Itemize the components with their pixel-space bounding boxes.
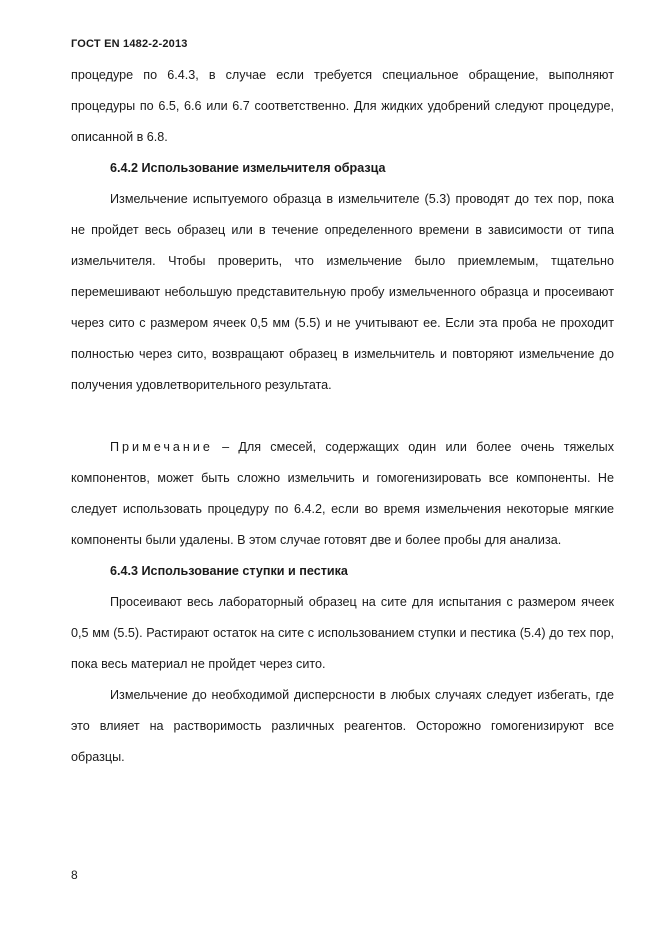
note-paragraph	[71, 432, 614, 556]
section-6-4-2-paragraph: Измельчение испытуемого образца в измельчителе (5.3) проводят до тех пор, пока не пройдет весь образец или в течение определенного времени в зависимости от типа измельчителя. Чтобы проверить, что измельчение было приемлемым, тщательно перемешивают небольшую представительную пробу измельченного образца и просеивают через сито с размером ячеек 0,5 мм (5.5) и не учитывают ее. Если эта проба не проходит полностью через сито, возвращают образец в измельчитель и повторяют измельчение до получения удовлетворительного результата.	[71, 192, 614, 392]
spacer	[71, 401, 614, 432]
intro-paragraph: процедуре по 6.4.3, в случае если требуется специальное обращение, выполняют процедуры по 6.5, 6.6 или 6.7 соответственно. Для жидких удобрений следуют процедуре, описанной в 6.8.	[71, 68, 614, 144]
section-6-4-3-heading: 6.4.3 Использование ступки и пестика	[110, 564, 348, 578]
note-label: Примечание	[110, 440, 213, 454]
section-6-4-3-paragraph-2: Измельчение до необходимой дисперсности в любых случаях следует избегать, где это влияет на растворимость различных реагентов. Осторожно гомогенизируют все образцы.	[71, 688, 614, 764]
page-number: 8	[71, 868, 78, 882]
note-text: – Для смесей, содержащих один или более очень тяжелых компонентов, может быть сложно измельчить и гомогенизировать все компоненты. Не следует использовать процедуру по 6.4.2, если во время измельчения некоторые мягкие компоненты были удалены. В этом случае готовят две и более пробы для анализа.	[71, 440, 614, 547]
page-body	[71, 60, 614, 773]
document-code-header: ГОСТ EN 1482-2-2013	[71, 38, 188, 50]
section-6-4-2-heading: 6.4.2 Использование измельчителя образца	[110, 161, 386, 175]
section-6-4-3-paragraph-1: Просеивают весь лабораторный образец на сите для испытания с размером ячеек 0,5 мм (5.5). Растирают остаток на сите с использованием ступки и пестика (5.4) до тех пор, пока весь материал не пройдет через сито.	[71, 595, 614, 671]
